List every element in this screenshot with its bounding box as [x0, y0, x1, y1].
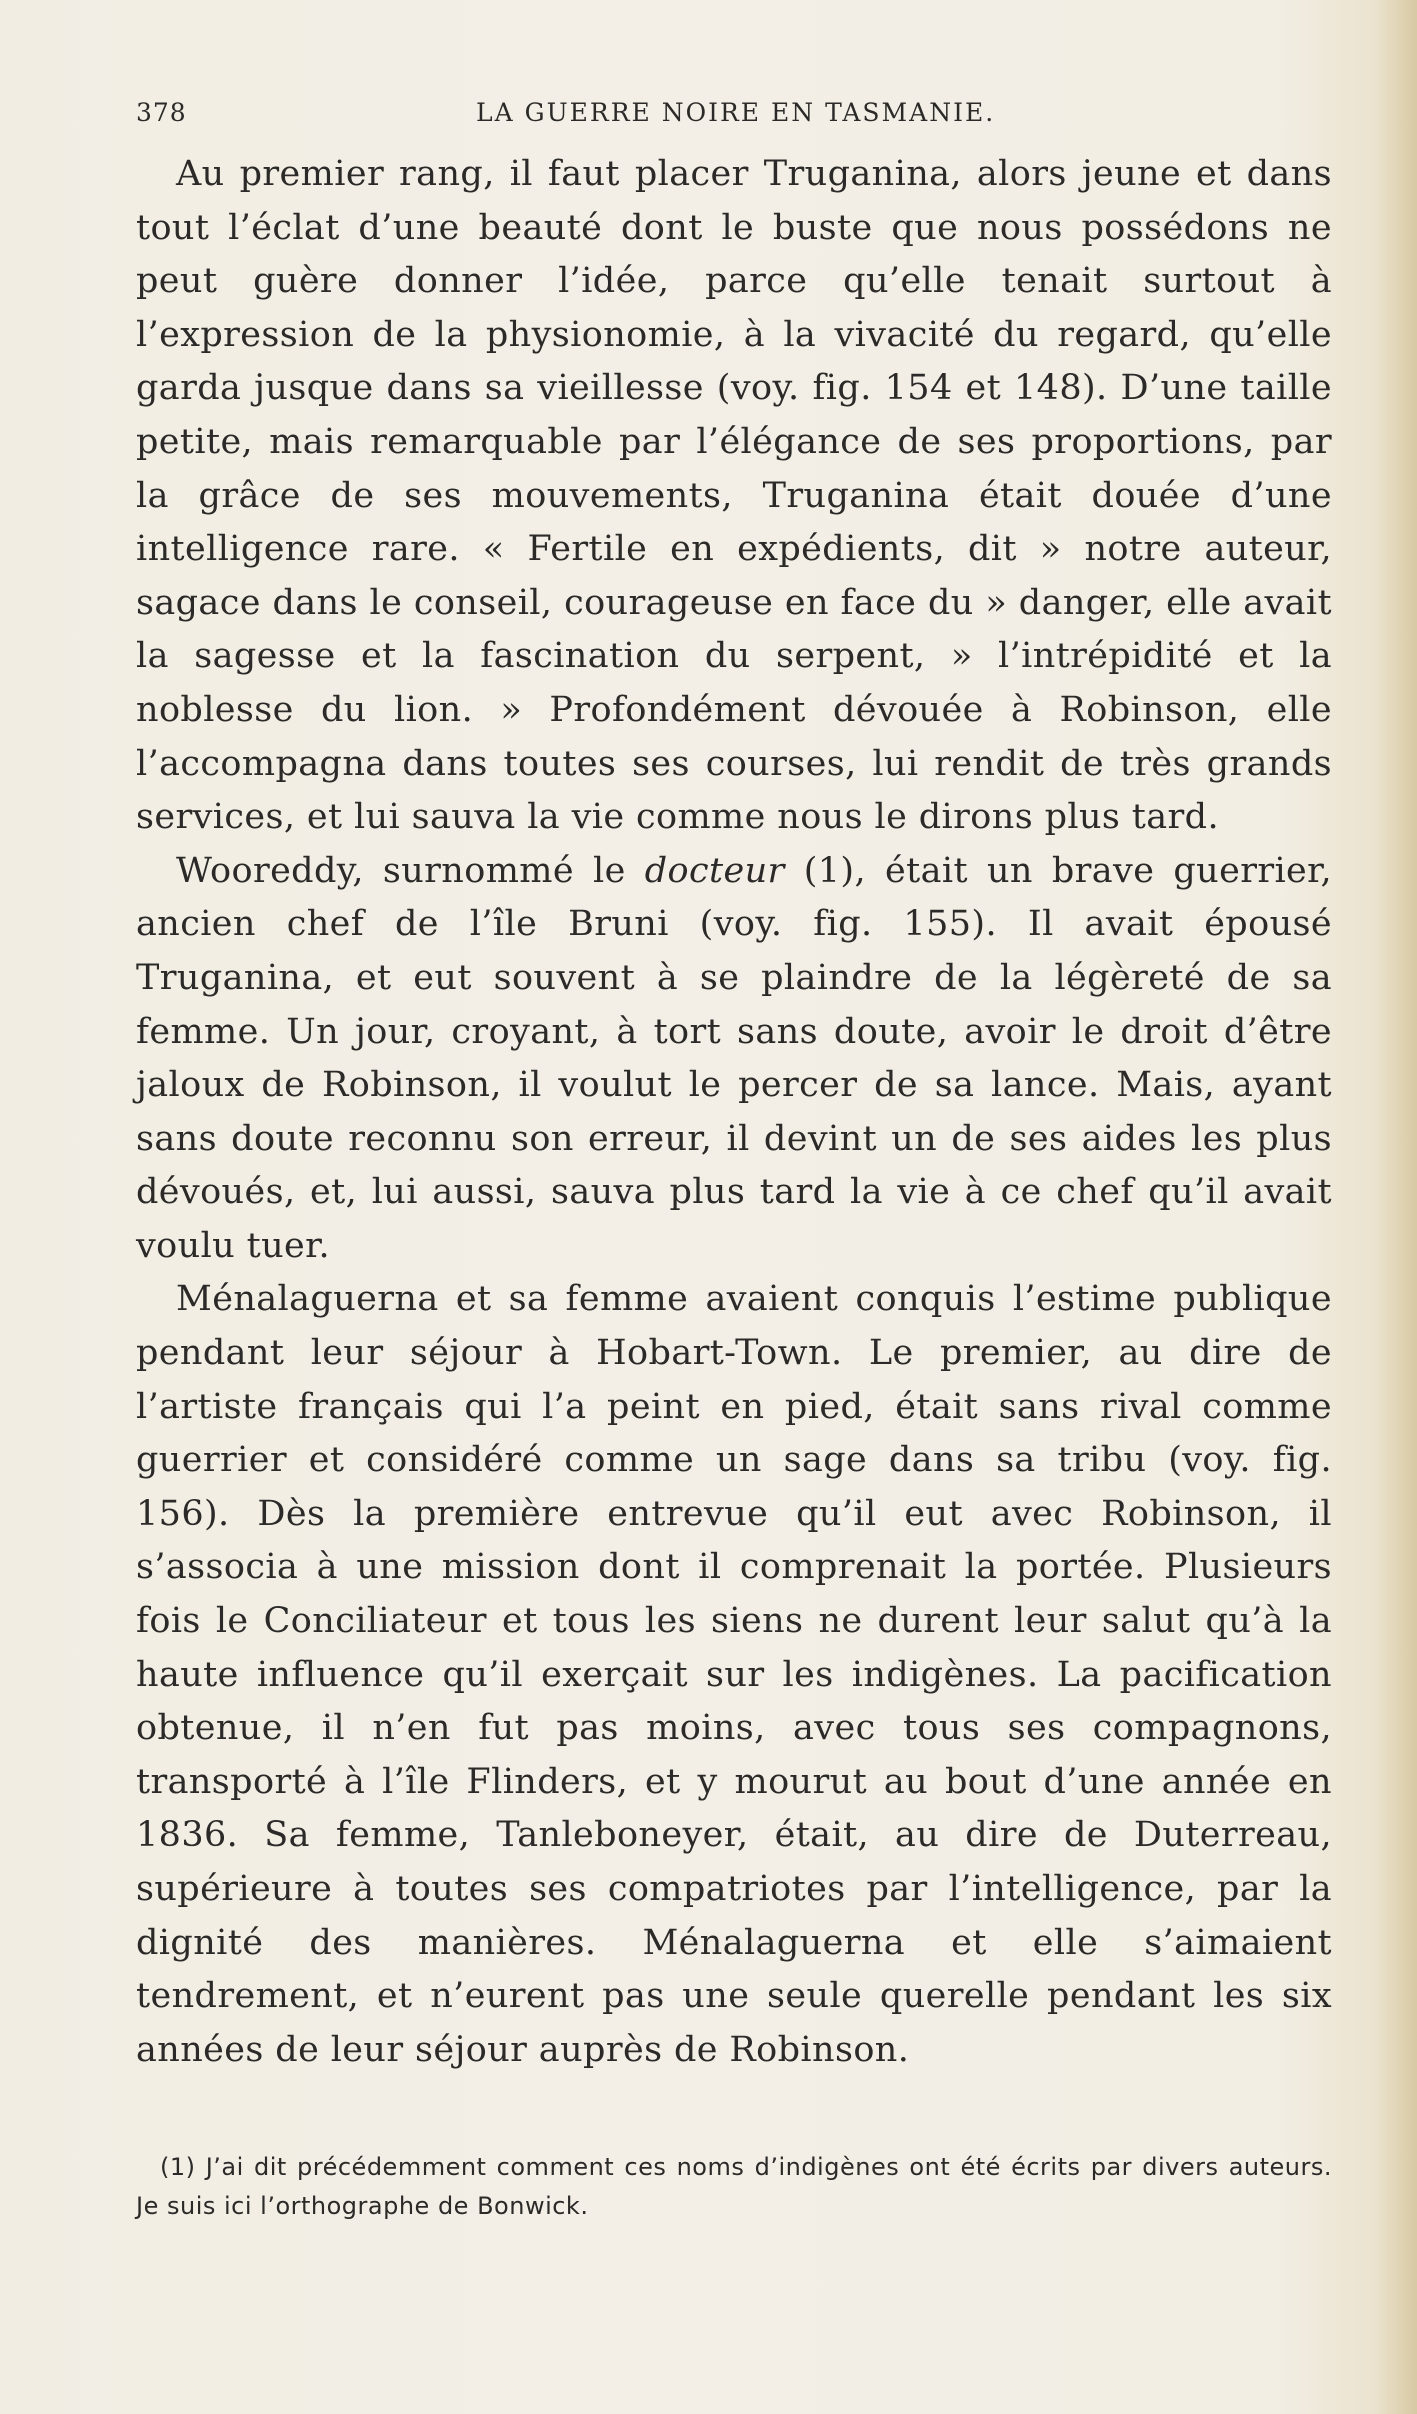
- paragraph-wooreddy-start: Wooreddy, surnommé le: [176, 850, 645, 891]
- paragraph-wooreddy-rest: (1), était un brave guerrier, ancien chef de l’île Bruni (voy. fig. 155). Il avait épousé Truganina, et eut souvent à se plaindre de la légèreté de sa femme. Un jour, croyant, à tort sans doute, avoir le droit d’être jaloux de Robinson, il voulut le percer de sa lance. Mais, ayant sans doute reconnu son erreur, il devint un de ses aides les plus dévoués, et, lui aussi, sauva plus tard la vie à ce chef qu’il avait voulu tuer.: [136, 850, 1332, 1266]
- italic-docteur: docteur: [644, 850, 785, 891]
- paragraph-wooreddy: [136, 845, 1332, 1274]
- paragraph-truganina: Au premier rang, il faut placer Truganina, alors jeune et dans tout l’éclat d’une beauté dont le buste que nous possédons ne peut guère donner l’idée, parce qu’elle tenait surtout à l’expression de la physionomie, à la vivacité du regard, qu’elle garda jusque dans sa vieillesse (voy. fig. 154 et 148). D’une taille petite, mais remarquable par l’élégance de ses proportions, par la grâce de ses mouvements, Truganina était douée d’une intelligence rare. « Fertile en expédients, dit » notre auteur, sagace dans le conseil, courageuse en face du » danger, elle avait la sagesse et la fascination du serpent, » l’intrépidité et la noblesse du lion. » Profondément dévouée à Robinson, elle l’accompagna dans toutes ses courses, lui rendit de très grands services, et lui sauva la vie comme nous le dirons plus tard.: [136, 154, 1332, 838]
- page-number: 378: [136, 98, 187, 127]
- body-text: [136, 148, 1332, 2077]
- footnotes: [136, 2148, 1332, 2226]
- paragraph-menalaguerna: Ménalaguerna et sa femme avaient conquis l’estime publique pendant leur séjour à Hobart-Town. Le premier, au dire de l’artiste français qui l’a peint en pied, était sans rival comme guerrier et considéré comme un sage dans sa tribu (voy. fig. 156). Dès la première entrevue qu’il eut avec Robinson, il s’associa à une mission dont il comprenait la portée. Plusieurs fois le Conciliateur et tous les siens ne durent leur salut qu’à la haute influence qu’il exerçait sur les indigènes. La pacification obtenue, il n’en fut pas moins, avec tous ses compagnons, transporté à l’île Flinders, et y mourut au bout d’une année en 1836. Sa femme, Tanleboneyer, était, au dire de Duterreau, supérieure à toutes ses compatriotes par l’intelligence, par la dignité des manières. Ménalaguerna et elle s’aimaient tendrement, et n’eurent pas une seule querelle pendant les six années de leur séjour auprès de Robinson.: [136, 1279, 1332, 2070]
- footnote-1: (1) J’ai dit précédemment comment ces noms d’indigènes ont été écrits par divers auteurs. Je suis ici l’orthographe de Bonwick.: [136, 2153, 1332, 2220]
- running-title: LA GUERRE NOIRE EN TASMANIE.: [476, 98, 996, 127]
- page-header: [136, 98, 1332, 134]
